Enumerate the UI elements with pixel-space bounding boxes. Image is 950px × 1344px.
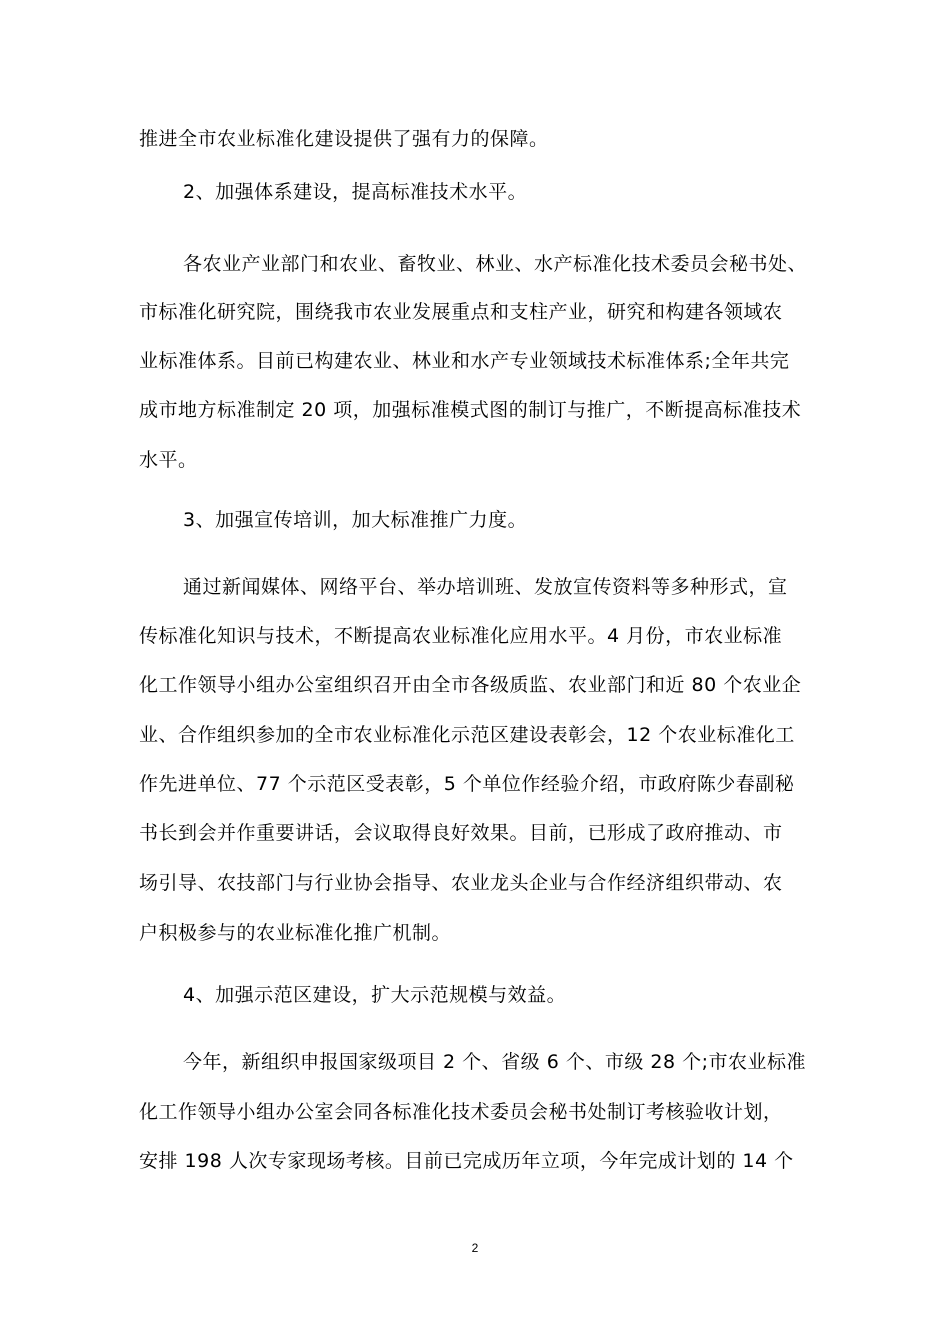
text-line: 安排 198 人次专家现场考核。目前已完成历年立项，今年完成计划的 14 个 [139, 1150, 794, 1172]
text-line: 各农业产业部门和农业、畜牧业、林业、水产标准化技术委员会秘书处、 [183, 253, 808, 275]
section-heading: 3、加强宣传培训，加大标准推广力度。 [183, 509, 528, 531]
text-line: 场引导、农技部门与行业协会指导、农业龙头企业与合作经济组织带动、农 [139, 872, 783, 894]
page-number: 2 [471, 1241, 479, 1255]
text-line: 今年，新组织申报国家级项目 2 个、省级 6 个、市级 28 个;市农业标准 [183, 1051, 806, 1073]
text-line: 成市地方标准制定 20 项，加强标准模式图的制订与推广，不断提高标准技术 [139, 399, 802, 421]
text-line: 业标准体系。目前已构建农业、林业和水产专业领域技术标准体系;全年共完 [139, 350, 790, 372]
text-line: 推进全市农业标准化建设提供了强有力的保障。 [139, 128, 549, 150]
text-line: 书长到会并作重要讲话，会议取得良好效果。目前，已形成了政府推动、市 [139, 822, 783, 844]
text-line: 水平。 [139, 449, 198, 471]
text-line: 业、合作组织参加的全市农业标准化示范区建设表彰会，12 个农业标准化工 [139, 724, 795, 746]
text-line: 化工作领导小组办公室会同各标准化技术委员会秘书处制订考核验收计划， [139, 1101, 783, 1123]
text-line: 作先进单位、77 个示范区受表彰，5 个单位作经验介绍，市政府陈少春副秘 [139, 773, 795, 795]
section-heading: 4、加强示范区建设，扩大示范规模与效益。 [183, 984, 567, 1006]
text-line: 传标准化知识与技术，不断提高农业标准化应用水平。4 月份，市农业标准 [139, 625, 783, 647]
text-line: 户积极参与的农业标准化推广机制。 [139, 922, 452, 944]
text-line: 通过新闻媒体、网络平台、举办培训班、发放宣传资料等多种形式，宣 [183, 576, 788, 598]
text-line: 化工作领导小组办公室组织召开由全市各级质监、农业部门和近 80 个农业企 [139, 674, 802, 696]
section-heading: 2、加强体系建设，提高标准技术水平。 [183, 181, 528, 203]
text-line: 市标准化研究院，围绕我市农业发展重点和支柱产业，研究和构建各领域农 [139, 301, 783, 323]
